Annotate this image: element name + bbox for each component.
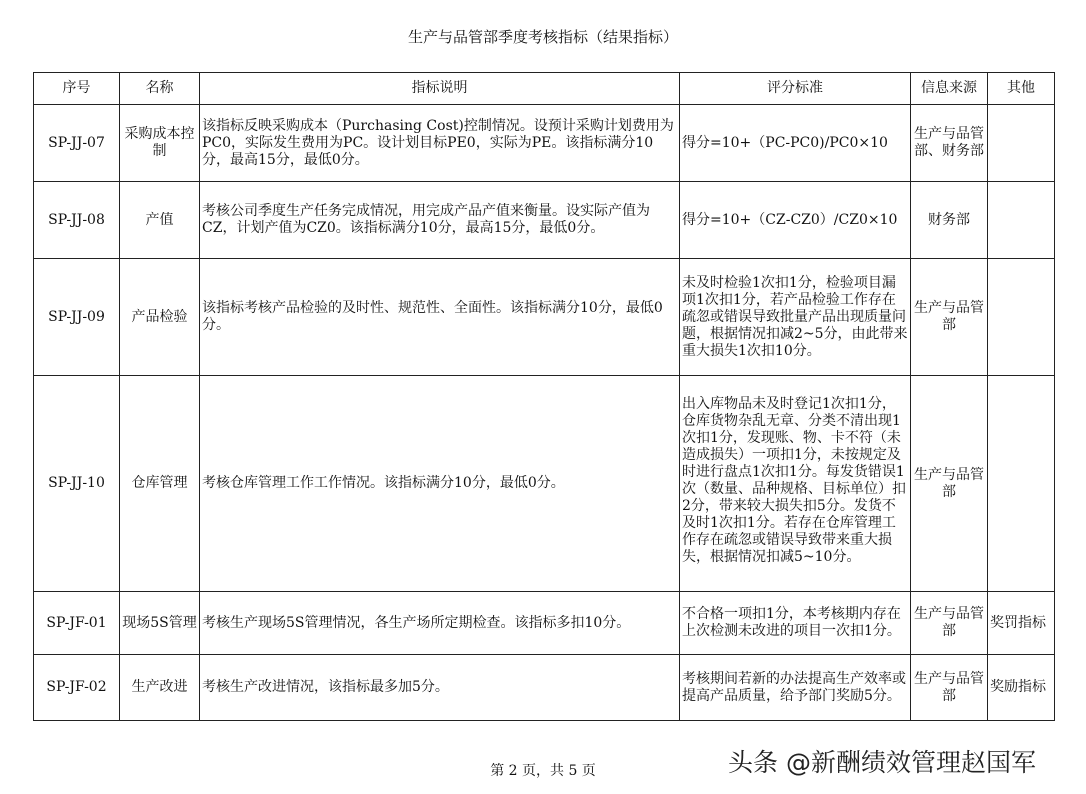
header-criteria: 评分标准 <box>680 73 911 105</box>
row-other <box>988 105 1055 182</box>
row-desc: 考核生产改进情况，该指标最多加5分。 <box>200 655 680 721</box>
row-criteria: 不合格一项扣1分，本考核期内存在上次检测未改进的项目一次扣1分。 <box>680 592 911 655</box>
row-other <box>988 182 1055 259</box>
table-row <box>34 259 1055 376</box>
row-name: 现场5S管理 <box>120 592 200 655</box>
row-id: SP-JF-01 <box>34 592 120 655</box>
row-other <box>988 259 1055 376</box>
row-criteria-cell <box>680 376 911 592</box>
row-desc: 该指标反映采购成本（Purchasing Cost)控制情况。设预计采购计划费用为PC0，实际发生费用为PC。设计划目标PE0，实际为PE。该指标满分10分，最高15分，最低0分。 <box>200 105 680 182</box>
row-name: 生产改进 <box>120 655 200 721</box>
row-id: SP-JJ-09 <box>34 259 120 376</box>
row-source: 生产与品管部、财务部 <box>911 105 988 182</box>
row-desc: 考核生产现场5S管理情况，各生产场所定期检查。该指标多扣10分。 <box>200 592 680 655</box>
row-id: SP-JF-02 <box>34 655 120 721</box>
table-row <box>34 655 1055 721</box>
row-other <box>988 376 1055 592</box>
row-criteria: 得分=10+（PC-PC0)/PC0×10 <box>680 105 911 182</box>
row-name: 采购成本控制 <box>120 105 200 182</box>
kpi-table <box>33 72 1055 721</box>
row-criteria: 得分=10+（CZ-CZ0）/CZ0×10 <box>680 182 911 259</box>
row-desc: 考核仓库管理工作工作情况。该指标满分10分，最低0分。 <box>200 376 680 592</box>
row-desc: 考核公司季度生产任务完成情况，用完成产品产值来衡量。设实际产值为CZ，计划产值为CZ0。该指标满分10分，最高15分，最低0分。 <box>200 182 680 259</box>
row-source: 生产与品管部 <box>911 655 988 721</box>
row-other: 奖罚指标 <box>988 592 1055 655</box>
row-id: SP-JJ-07 <box>34 105 120 182</box>
table-row <box>34 376 1055 592</box>
header-row <box>34 73 1055 105</box>
row-source: 生产与品管部 <box>911 259 988 376</box>
row-id: SP-JJ-08 <box>34 182 120 259</box>
header-source: 信息来源 <box>911 73 988 105</box>
header-desc: 指标说明 <box>200 73 680 105</box>
row-source: 生产与品管部 <box>911 376 988 592</box>
page-number: 第 2 页，共 5 页 <box>490 763 596 779</box>
table-row <box>34 182 1055 259</box>
row-name: 产值 <box>120 182 200 259</box>
table-row <box>34 105 1055 182</box>
row-id: SP-JJ-10 <box>34 376 120 592</box>
row-name: 仓库管理 <box>120 376 200 592</box>
row-name: 产品检验 <box>120 259 200 376</box>
document-title: 生产与品管部季度考核指标（结果指标） <box>407 28 678 46</box>
row-criteria: 考核期间若新的办法提高生产效率或提高产品质量，给予部门奖励5分。 <box>680 655 911 721</box>
header-id: 序号 <box>34 73 120 105</box>
row-desc: 该指标考核产品检验的及时性、规范性、全面性。该指标满分10分，最低0分。 <box>200 259 680 376</box>
row-source: 财务部 <box>911 182 988 259</box>
table-row <box>34 592 1055 655</box>
row-criteria: 出入库物品未及时登记1次扣1分，仓库货物杂乱无章、分类不清出现1次扣1分，发现账、物、卡不符（未造成损失）一项扣1分，未按规定及时进行盘点1次扣1分。每发货错误1次（数量、品种规格、目标单位）扣2分，带来较大损失扣5分。发货不及时1次扣1分。若存在仓库管理工作存在疏忽或错误导致带来重大损失，根据情况扣减5~10分。 <box>682 395 906 565</box>
header-other: 其他 <box>988 73 1055 105</box>
watermark: 头条 @新酬绩效管理赵国军 <box>728 748 1036 777</box>
row-criteria: 未及时检验1次扣1分，检验项目漏项1次扣1分，若产品检验工作存在疏忽或错误导致批量产品出现质量问题，根据情况扣减2~5分，由此带来重大损失1次扣10分。 <box>680 259 911 376</box>
row-other: 奖励指标 <box>988 655 1055 721</box>
row-source: 生产与品管部 <box>911 592 988 655</box>
header-name: 名称 <box>120 73 200 105</box>
